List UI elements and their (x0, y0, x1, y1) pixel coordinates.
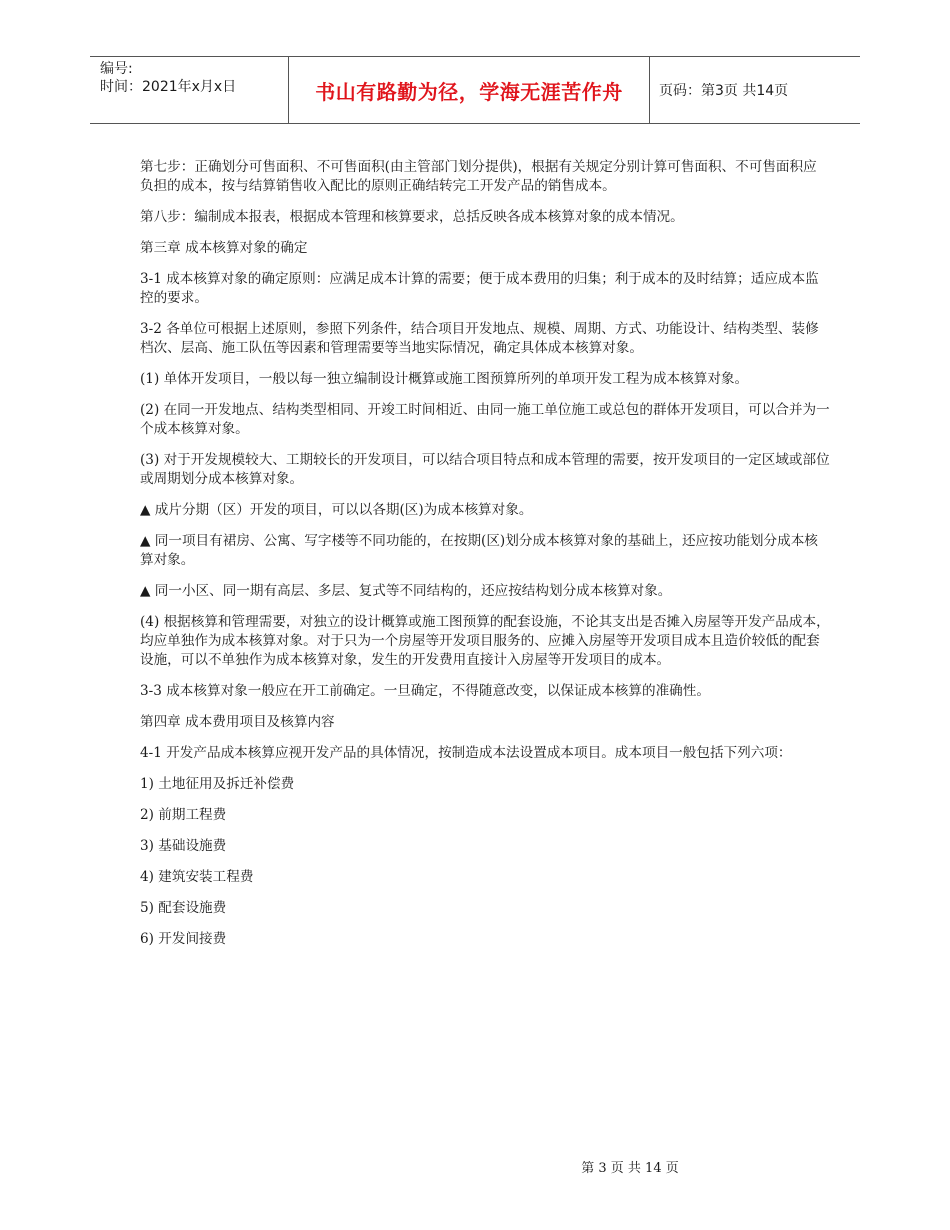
paragraph-item-4: (4) 根据核算和管理需要，对独立的设计概算或施工图预算的配套设施，不论其支出是否摊入房屋等开发产品成本，均应单独作为成本核算对象。对于只为一个房屋等开发项目服务的、应摊入房屋等开发项目成本且造价较低的配套设施，可以不单独作为成本核算对象，发生的开发费用直接计入房屋等开发项目的成本。 (140, 614, 830, 668)
paragraph-item-3: (3) 对于开发规模较大、工期较长的开发项目，可以结合项目特点和成本管理的需要，按开发项目的一定区域或部位或周期划分成本核算对象。 (140, 452, 830, 487)
paragraph-item-1: (1) 单体开发项目，一般以每一独立编制设计概算或施工图预算所列的单项开发工程为成本核算对象。 (140, 371, 749, 387)
header-meta (90, 57, 288, 123)
paragraph-step-8: 第八步：编制成本报表，根据成本管理和核算要求，总括反映各成本核算对象的成本情况。 (140, 209, 684, 225)
header-motto: 书山有路勤为径，学海无涯苦作舟 (288, 57, 650, 123)
paragraph-3-3: 3-3 成本核算对象一般应在开工前确定。一旦确定，不得随意改变，以保证成本核算的准确性。 (140, 683, 710, 699)
chapter-4-heading: 第四章 成本费用项目及核算内容 (140, 714, 335, 730)
bullet-item-1: ▲ 成片分期（区）开发的项目，可以以各期(区)为成本核算对象。 (140, 502, 533, 518)
cost-item-1: 1) 土地征用及拆迁补偿费 (140, 776, 295, 792)
paragraph-step-7: 第七步：正确划分可售面积、不可售面积(由主管部门划分提供)，根据有关规定分别计算可售面积、不可售面积应负担的成本，按与结算销售收入配比的原则正确结转完工开发产品的销售成本。 (140, 159, 817, 194)
paragraph-3-2: 3-2 各单位可根据上述原则，参照下列条件，结合项目开发地点、规模、周期、方式、功能设计、结构类型、装修档次、层高、施工队伍等因素和管理需要等当地实际情况，确定具体成本核算对象。 (140, 321, 819, 356)
paragraph-4-1: 4-1 开发产品成本核算应视开发产品的具体情况，按制造成本法设置成本项目。成本项目一般包括下列六项： (140, 745, 792, 761)
document-body (140, 158, 830, 961)
header-page-info: 页码：第3页 共14页 (659, 83, 789, 99)
cost-item-4: 4) 建筑安装工程费 (140, 869, 254, 885)
document-time: 时间：2021年x月x日 (100, 79, 237, 95)
page-footer: 第 3 页 共 14 页 (581, 1161, 679, 1176)
cost-item-2: 2) 前期工程费 (140, 807, 227, 823)
page-header (90, 56, 860, 124)
paragraph-item-2: (2) 在同一开发地点、结构类型相同、开竣工时间相近、由同一施工单位施工或总包的群体开发项目，可以合并为一个成本核算对象。 (140, 402, 830, 437)
cost-item-5: 5) 配套设施费 (140, 900, 227, 916)
bullet-item-3: ▲ 同一小区、同一期有高层、多层、复式等不同结构的，还应按结构划分成本核算对象。 (140, 583, 672, 599)
document-number-label: 编号: (100, 61, 133, 77)
cost-item-3: 3) 基础设施费 (140, 838, 227, 854)
chapter-3-heading: 第三章 成本核算对象的确定 (140, 240, 308, 256)
bullet-item-2: ▲ 同一项目有裙房、公寓、写字楼等不同功能的，在按期(区)划分成本核算对象的基础上，还应按功能划分成本核算对象。 (140, 533, 818, 568)
paragraph-3-1: 3-1 成本核算对象的确定原则：应满足成本计算的需要；便于成本费用的归集；利于成本的及时结算；适应成本监控的要求。 (140, 271, 819, 306)
cost-item-6: 6) 开发间接费 (140, 931, 227, 947)
